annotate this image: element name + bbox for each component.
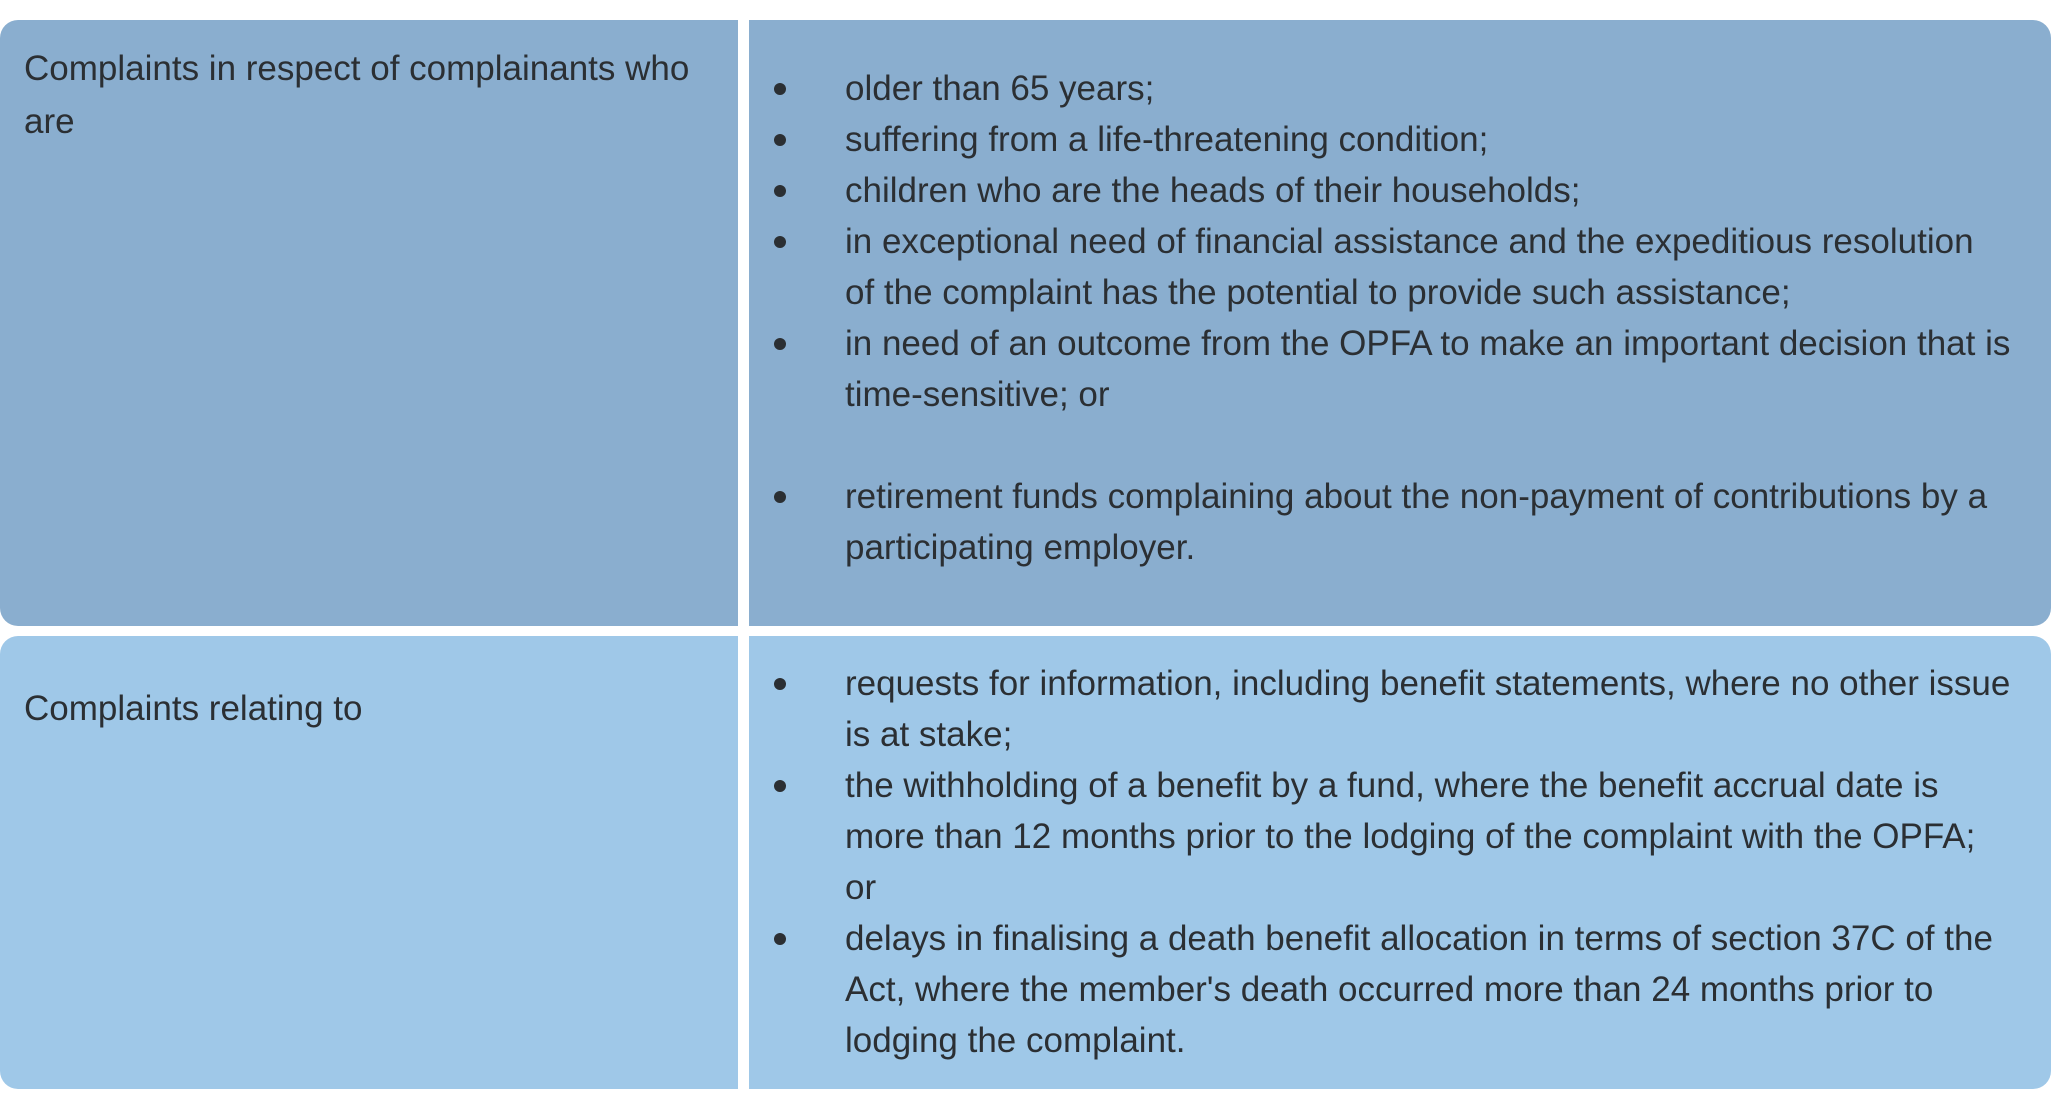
- list-item: [749, 216, 2011, 318]
- list-item-text: delays in finalising a death benefit allocation in terms of section 37C of the Act, where the member's death occurred more than 24 months prior to lodging the complaint.: [845, 919, 1993, 1060]
- list-item: [749, 913, 2011, 1066]
- bullet-icon: [774, 491, 786, 503]
- row-2-label: Complaints relating to: [24, 689, 363, 728]
- list-item-text: children who are the heads of their households;: [845, 171, 1581, 210]
- list-item-text: older than 65 years;: [845, 69, 1155, 108]
- row-1-bullet-list: [749, 63, 2011, 573]
- list-spacer: [749, 420, 2011, 471]
- list-item: [749, 471, 2011, 573]
- bullet-icon: [774, 780, 786, 792]
- list-item: [749, 760, 2011, 913]
- list-item-text: in exceptional need of financial assistance and the expeditious resolution of the complaint has the potential to provide such assistance;: [845, 222, 1974, 312]
- list-item-text: suffering from a life-threatening condition;: [845, 120, 1489, 159]
- bullet-icon: [774, 134, 786, 146]
- bullet-icon: [774, 83, 786, 95]
- list-item: [749, 318, 2011, 420]
- list-item: [749, 63, 2011, 114]
- list-item: [749, 165, 2011, 216]
- list-item-text: in need of an outcome from the OPFA to make an important decision that is time-sensitive; or: [845, 324, 2011, 414]
- bullet-icon: [774, 236, 786, 248]
- bullet-icon: [774, 338, 786, 350]
- row-2-bullet-list: [749, 658, 2011, 1066]
- row-2-items-cell: [749, 636, 2051, 1089]
- list-item-text: the withholding of a benefit by a fund, where the benefit accrual date is more than 12 months prior to the lodging of the complaint with the OPFA; or: [845, 766, 1976, 907]
- bullet-icon: [774, 185, 786, 197]
- bullet-icon: [774, 678, 786, 690]
- row-2-label-cell: [0, 636, 738, 1089]
- bullet-icon: [774, 933, 786, 945]
- list-item-text: retirement funds complaining about the non-payment of contributions by a participating employer.: [845, 477, 1988, 567]
- list-item: [749, 658, 2011, 760]
- row-1-label: Complaints in respect of complainants who are: [24, 49, 690, 141]
- list-item: [749, 114, 2011, 165]
- row-1-items-cell: [749, 20, 2051, 626]
- row-1-label-cell: [0, 20, 738, 626]
- list-item-text: requests for information, including benefit statements, where no other issue is at stake;: [845, 664, 2011, 754]
